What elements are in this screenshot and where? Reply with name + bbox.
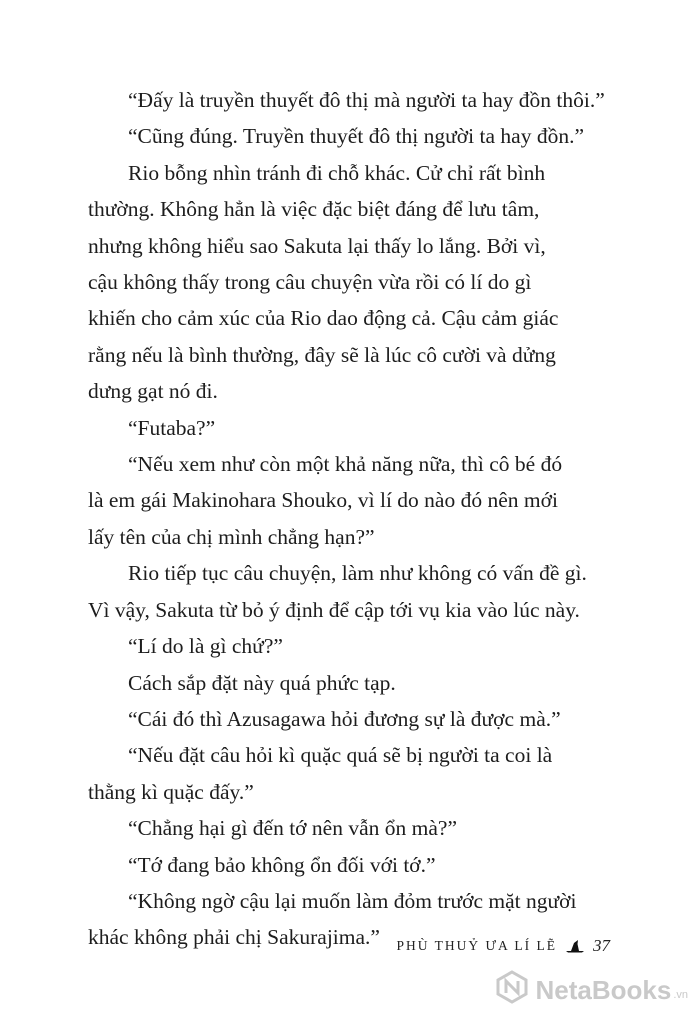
watermark (495, 970, 688, 1011)
paragraph (128, 701, 606, 737)
text-line: “Tớ đang bảo không ổn đối với tớ.” (128, 852, 436, 877)
running-title: PHÙ THUỶ ƯA LÍ LẼ (396, 938, 557, 953)
text-line: Rio bỗng nhìn tránh đi chỗ khác. Cử chỉ rất bình (128, 160, 546, 185)
text-line: “Nếu đặt câu hỏi kì quặc quá sẽ bị người ta coi là (128, 743, 553, 768)
paragraph (88, 446, 606, 555)
text-line: khác không phải chị Sakurajima.” (88, 925, 380, 950)
text-line: “Chẳng hại gì đến tớ nên vẫn ổn mà?” (128, 816, 457, 841)
paragraph (128, 410, 606, 446)
text-line: Rio tiếp tục câu chuyện, làm như không có vấn đề gì. (128, 561, 587, 586)
paragraph (128, 847, 606, 883)
paragraph (88, 737, 606, 810)
text-line: “Đấy là truyền thuyết đô thị mà người ta hay đồn thôi.” (128, 88, 605, 112)
text-line: Cách sắp đặt này quá phức tạp. (128, 670, 396, 695)
paragraph (128, 665, 606, 701)
text-line: thường. Không hẳn là việc đặc biệt đáng để lưu tâm, (88, 197, 540, 222)
text-line: Vì vậy, Sakuta từ bỏ ý định để cập tới vụ kia vào lúc này. (88, 597, 580, 622)
text-line: “Cũng đúng. Truyền thuyết đô thị người ta hay đồn.” (128, 124, 584, 149)
text-line: “Nếu xem như còn một khả năng nữa, thì cô bé đó (128, 452, 563, 477)
text-line: nhưng không hiểu sao Sakuta lại thấy lo lắng. Bởi vì, (88, 233, 546, 258)
paragraph (128, 810, 606, 846)
body-text (88, 82, 606, 956)
watermark-logo-icon (495, 970, 529, 1011)
text-line: dưng gạt nó đi. (88, 379, 218, 404)
text-line: khiến cho cảm xúc của Rio dao động cả. Cậu cảm giác (88, 306, 559, 331)
text-line: thằng kì quặc đấy.” (88, 779, 254, 804)
witch-hat-icon (565, 939, 585, 953)
watermark-text: NetaBooks (535, 975, 672, 1005)
text-line: lấy tên của chị mình chẳng hạn?” (88, 524, 375, 549)
text-line: “Lí do là gì chứ?” (128, 634, 283, 659)
page-number: 37 (593, 936, 610, 955)
text-line: là em gái Makinohara Shouko, vì lí do nào đó nên mới (88, 488, 558, 513)
paragraph (128, 118, 606, 154)
text-line: cậu không thấy trong câu chuyện vừa rồi có lí do gì (88, 270, 532, 295)
paragraph (88, 555, 606, 628)
paragraph (128, 628, 606, 664)
text-line: “Futaba?” (128, 415, 216, 440)
watermark-suffix: .vn (673, 988, 688, 1001)
paragraph (88, 155, 606, 410)
paragraph (128, 82, 606, 118)
text-line: “Cái đó thì Azusagawa hỏi đương sự là được mà.” (128, 706, 561, 731)
text-line: rằng nếu là bình thường, đây sẽ là lúc cô cười và dửng (88, 342, 556, 367)
page-footer (397, 936, 610, 956)
text-line: “Không ngờ cậu lại muốn làm đỏm trước mặt người (128, 888, 577, 913)
